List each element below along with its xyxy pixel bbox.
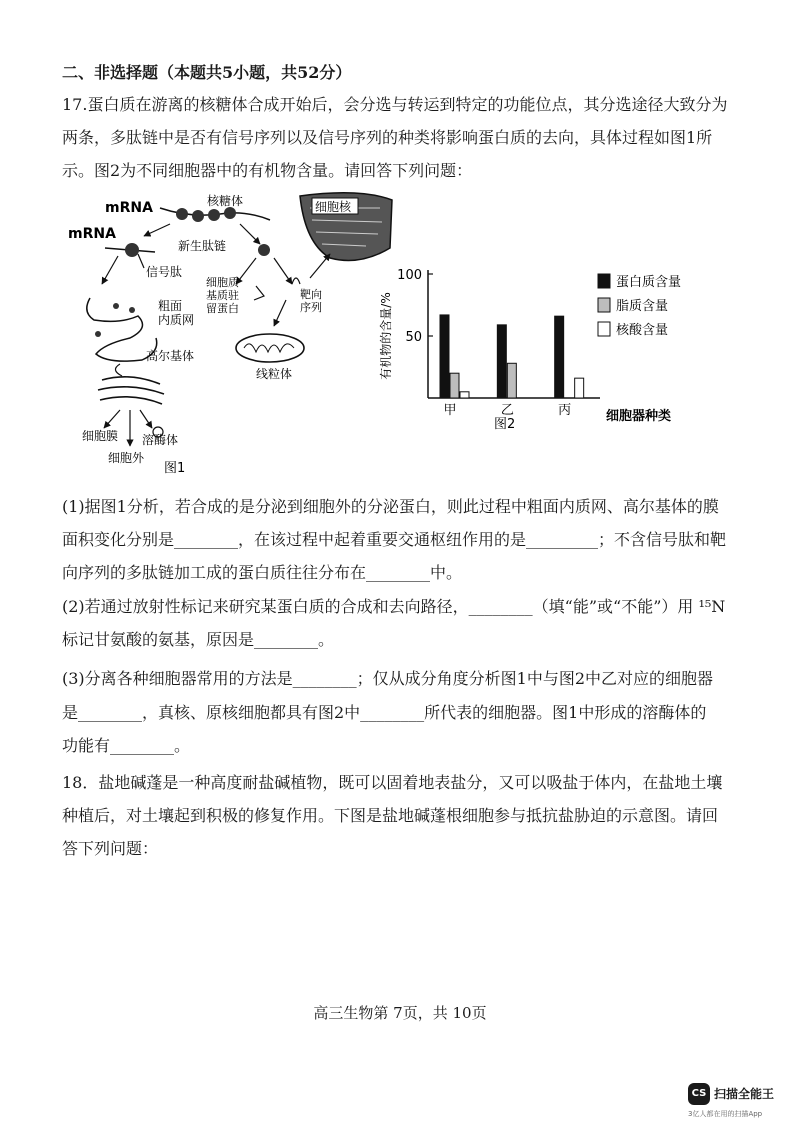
figure1-caption: 图1 (164, 461, 186, 476)
arrow-to-free-ribosome (240, 224, 260, 244)
q17-part-line-3: 向序列的多肽链加工成的蛋白质往往分布在________中。 (62, 563, 463, 582)
lysosome-label: 溶酶体 (142, 433, 179, 447)
mrna-left-label: mRNA (68, 226, 116, 242)
legend-swatch-1 (598, 298, 610, 312)
ribosome-2 (192, 210, 204, 222)
arrow-to-mito (274, 300, 286, 326)
er-ribosome-1 (113, 303, 119, 309)
chart-plot (378, 268, 681, 432)
q17-part-line-2: 面积变化分别是________，在该过程中起着重要交通枢纽作用的是_________；不含信号肽和靶 (62, 530, 727, 549)
nucleus-label: 细胞核 (315, 200, 352, 214)
camscanner-logo-icon: CS (688, 1083, 710, 1105)
figure1-protein-sorting (60, 188, 420, 478)
x-tick-label-2: 丙 (558, 403, 572, 418)
mito-label: 线粒体 (256, 367, 293, 381)
golgi-shape (98, 377, 164, 404)
ribosome-3 (208, 209, 220, 221)
golgi-label: 高尔基体 (146, 349, 195, 363)
figure2-caption: 图2 (494, 417, 516, 432)
camscanner-tagline: 3亿人都在用的扫描App (688, 1110, 763, 1118)
q17-intro-line-3: 示。图2为不同细胞器中的有机物含量。请回答下列问题： (62, 161, 473, 180)
q17-part-line-1: (1)据图1分析，若合成的是分泌到细胞外的分泌蛋白，则此过程中粗面内质网、高尔基体的膜 (62, 497, 719, 516)
y-tick-label-1: 50 (405, 330, 422, 345)
arrow-to-membrane (104, 410, 120, 428)
ribosome-1 (176, 208, 188, 220)
x-tick-label-0: 甲 (443, 403, 457, 418)
legend-label-2: 核酸含量 (616, 323, 669, 338)
bar-0-0 (440, 315, 449, 398)
camscanner-name: 扫描全能王 (714, 1087, 775, 1101)
arrow-to-target (274, 258, 292, 284)
membrane-label: 细胞膜 (82, 429, 119, 443)
target-sequence-shape (292, 278, 300, 284)
legend-label-1: 脂质含量 (616, 299, 669, 314)
bar-2-2 (575, 378, 584, 398)
bar-2-0 (555, 316, 564, 398)
bar-0-2 (460, 392, 469, 398)
arrow-er-to-golgi (115, 364, 122, 376)
bar-1-1 (507, 363, 516, 398)
arrow-to-nucleus (310, 254, 330, 278)
er-label-2: 内质网 (158, 313, 195, 327)
ribosome-label: 核糖体 (207, 194, 244, 208)
bar-1-0 (497, 325, 506, 398)
arrow-to-left-mrna (144, 224, 170, 236)
mrna-top-label: mRNA (105, 200, 153, 216)
cytosol-label-1: 细胞质 (206, 276, 239, 289)
mitochondrion-cristae (244, 344, 294, 352)
q17-part-line-4: (2)若通过放射性标记来研究某蛋白质的合成和去向路径，________（填“能”或“不能”）用 ¹⁵N (62, 597, 726, 616)
q17-part-line-6: (3)分离各种细胞器常用的方法是________；仅从成分角度分析图1中与图2中乙对应的细胞器 (62, 669, 714, 688)
x-tick-label-1: 乙 (500, 403, 514, 418)
x-axis-label: 细胞器种类 (606, 409, 672, 424)
er-ribosome-3 (95, 331, 101, 337)
y-tick-label-2: 100 (397, 268, 422, 283)
arrow-to-lysosome (140, 410, 152, 428)
q17-intro-line-2: 两条，多肽链中是否有信号序列以及信号序列的种类将影响蛋白质的去向，具体过程如图1所 (62, 128, 713, 147)
q18-line-2: 种植后，对土壤起到积极的修复作用。下图是盐地碱蓬根细胞参与抵抗盐胁迫的示意图。请回 (62, 806, 719, 825)
target-label-2: 序列 (300, 301, 322, 314)
signal-peptide (138, 254, 144, 268)
signal-peptide-label: 信号肽 (146, 265, 183, 279)
page-footer: 高三生物第 7页，共 10页 (313, 1004, 487, 1022)
er-label-1: 粗面 (158, 299, 183, 313)
nascent-chain-label: 新生肽链 (178, 239, 227, 253)
cytosol-label-3: 留蛋白 (206, 302, 239, 315)
q17-part-line-8: 功能有________。 (62, 736, 191, 755)
q17-part-line-5: 标记甘氨酸的氨基，原因是________。 (62, 630, 335, 649)
q18-line-3: 答下列问题： (62, 839, 159, 858)
q17-intro-line-1: 17.蛋白质在游离的核糖体合成开始后，会分选与转运到特定的功能位点，其分选途径大致分为 (62, 95, 728, 114)
er-ribosome-2 (129, 307, 135, 313)
figure2-bar-chart (370, 255, 710, 435)
q18-line-1: 18．盐地碱蓬是一种高度耐盐碱植物，既可以固着地表盐分，又可以吸盐于体内，在盐地土壤 (62, 773, 723, 792)
legend-swatch-0 (598, 274, 610, 288)
q17-part-line-7: 是________，真核、原核细胞都具有图2中________所代表的细胞器。图1中形成的溶酶体的 (62, 703, 707, 722)
bar-0-1 (450, 373, 459, 398)
camscanner-watermark (688, 1083, 788, 1123)
arrow-to-cytosol (236, 258, 256, 284)
cytosol-protein (254, 286, 264, 300)
ribosome-left (125, 243, 139, 257)
target-label-1: 靶向 (300, 288, 322, 301)
section-heading: 二、非选择题（本题共5小题，共52分） (62, 63, 352, 82)
ribosome-free (258, 244, 270, 256)
legend-label-0: 蛋白质含量 (616, 275, 682, 290)
y-axis-label: 有机物的含量/% (379, 292, 393, 380)
ribosome-4 (224, 207, 236, 219)
legend-swatch-2 (598, 322, 610, 336)
arrow-to-er (102, 256, 118, 284)
cytosol-label-2: 基质驻 (206, 289, 239, 302)
outside-label: 细胞外 (108, 451, 145, 465)
